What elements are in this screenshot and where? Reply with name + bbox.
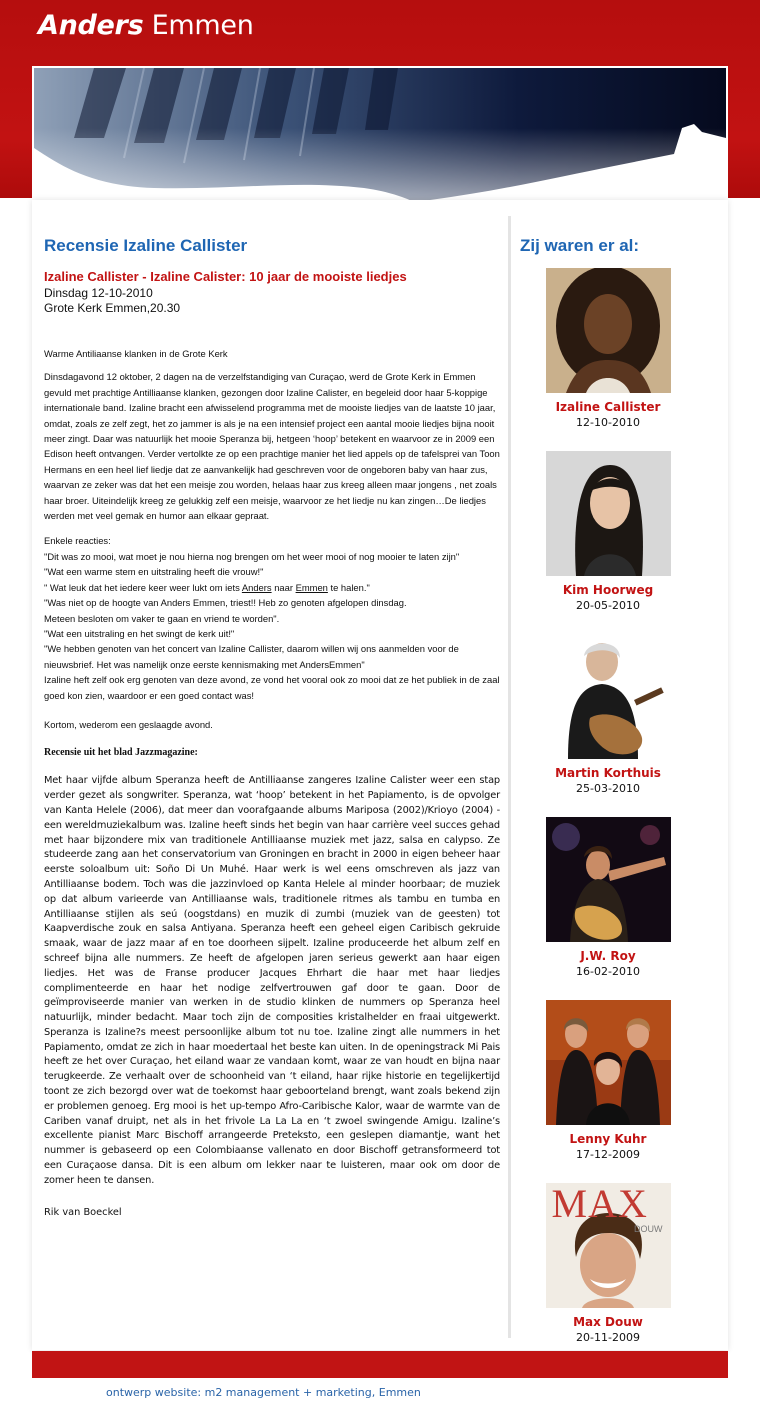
reaction-quote: "Wat een uitstraling en het swingt de kerk uit!" [44,627,235,639]
artist-photo[interactable] [546,1183,671,1308]
reaction-quote: "Was niet op de hoogte van Anders Emmen, triest!! Heb zo genoten afgelopen dinsdag. [44,597,407,609]
reactions-list [44,549,500,703]
anders-link[interactable]: Anders [241,581,272,593]
max-cover-subtitle: DOUW [634,1224,663,1234]
reaction-text: " Wat leuk dat het iedere keer weer lukt om iets [44,581,242,593]
artist-photo[interactable] [546,634,671,759]
artist-date: 12-10-2010 [576,416,640,429]
article-headline: Warme Antiliaanse klanken in de Grote Kerk [44,348,228,359]
artist-name[interactable]: Lenny Kuhr [569,1132,647,1146]
sidebar-heading: Zij waren er al: [520,236,640,255]
artist-item-kim-hoorweg[interactable] [528,451,688,614]
artist-name[interactable]: Izaline Callister [555,400,661,414]
logo-emmen: Emmen [151,10,254,41]
article-subtitle: Izaline Callister - Izaline Calister: 10 jaar de mooiste liedjes [44,269,407,284]
footer-credit-link[interactable]: ontwerp website: m2 management + marketing, Emmen [106,1386,421,1399]
column-divider [508,216,511,1338]
article-body: Dinsdagavond 12 oktober, 2 dagen na de verzelfstandiging van Curaçao, werd de Grote Kerk in Emmen gevuld met prachtige Antilliaanse klanken, gezongen door Izaline Calister, en begeleid door haar 5-koppige internationale band. Izaline bracht een afwisselend programma met de mooiste liedjes van de laatste 10 jaar, omdat, zoals ze zelf zegt, het zo jammer is als je na een intensief project een aantal mooie liedjes bijna nooit meer zingt. Daar was natuurlijk het mooie Speranza bij, hetgeen ‘hoop’ betekent en waarvoor ze in 2009 een Edison heeft ontvangen. Verder vertolkte ze op een prachtige manier het lied appels op de tafelsprei van Toon Hermans en een heel lief liedje dat ze aanvankelijk had geschreven voor de ongeboren baby van haar zus, waarvan ze zeker was dat het een meisje zou worden, helaas haar zus kreeg alleen maar jongens , net zoals haar broer. Uiteindelijk kreeg ze gelukkig zelf een meisje, waarvoor ze het liedje nu kan zingen…De liedjes werden met veel gemak en humor aan elkaar gepraat. [44,371,500,522]
article-date: Dinsdag 12-10-2010 [44,286,153,300]
logo-anders: Anders [38,10,144,41]
reaction-quote: Meteen besloten om vaker te gaan en vriend te worden". [44,612,280,624]
reaction-quote [44,580,500,595]
artist-item-martin-korthuis[interactable] [528,634,688,797]
site-logo[interactable] [38,10,254,44]
reaction-quote: "Dit was zo mooi, wat moet je nou hierna nog brengen om het weer mooi of nog mooier te laten zijn" [44,550,460,562]
artist-photo[interactable] [546,451,671,576]
artist-date: 25-03-2010 [576,782,640,795]
max-cover-title: MAX [551,1183,648,1226]
artist-date: 16-02-2010 [576,965,640,978]
artist-item-max-douw[interactable] [528,1183,688,1346]
reaction-note: Izaline heft zelf ook erg genoten van deze avond, ze vond het vooral ook zo mooi dat ze het publiek in de zaal goed kon zien, waardoor er een goed contact was! [44,674,500,701]
artist-item-izaline-callister[interactable] [528,268,688,431]
reaction-quote: "Wat een warme stem en uitstraling heeft die vrouw!" [44,566,264,578]
reaction-text: te halen." [327,581,370,593]
artist-name[interactable]: Max Douw [573,1315,643,1329]
piano-guitar-illustration [34,68,726,200]
reactions-heading: Enkele reacties: [44,535,111,547]
artist-photo[interactable] [546,1000,671,1125]
reaction-text: naar [271,581,296,593]
artist-photo[interactable] [546,817,671,942]
artist-date: 17-12-2009 [576,1148,640,1161]
article-title: Recensie Izaline Callister [44,236,248,255]
jazzmagazine-review: Met haar vijfde album Speranza heeft de Antilliaanse zangeres Izaline Calister weer een stap verder gezet als songwriter. Speranza, wat ‘hoop’ betekent in het Papiamento, is de opvolger van Kanta Helele (2006), dat meer dan voorafgaande albums Mariposa (2002)/Krioyo (2004) - een wereldmuziekalbum was. Izaline heeft sinds het begin van haar carrière veel succes gehad met haar bijzondere mix van traditionele Antilliaanse muziek met jazz, salsa en calypso. Ze studeerde zang aan het conservatorium van Groningen en bracht in 2000 in eigen beheer haar eerste soloalbum uit: Soño Di Un Muhé. Haar werk is wel eens omschreven als jazz van Antilliaanse bodem. Toch was die jazzinvloed op Kanta Helele al minder hoorbaar; de muziek op dat album varieerde van Antilliaanse wals, traditionele ritmes als tambu en tumba en Antilliaanse stijlen als seú (oogstdans) en muzik di zumbi (muziek van de geesten) tot Kaapverdische zouk en salsa Antiyana. Speranza heeft een geheel eigen Caribisch gekruide smaak, waar de jazz maar af en toe doorheen sijpelt. Izaline produceerde het album zelf en schreef bijna alle nummers. Ze heeft de afgelopen jaren serieus gewerkt aan haar eigen liedjes. Het was de Franse producer Jacques Ehrhart die haar met haar liedjes complimenteerde en haar het nodige zelfvertrouwen gaf door te gaan. Door de geïmproviseerde manier van werken in de studio klinken de nummers op Speranza heel natuurlijk, minder bedacht. Maar toch zijn de composities kristalhelder en fraai uitgewerkt. Speranza is Izaline?s meest persoonlijke album tot nu toe. Izaline zingt alle nummers in het Papiamento, omdat ze zich in haar moedertaal het beste kan uiten. In de openingstrack Mi Pais heeft ze het over Curaçao, het eiland waar ze vandaan komt, waar ze van houdt en bijna naar terugkeerde. Ze verhaalt over de schoonheid van ‘t eiland, haar rijke historie en tegelijkertijd toont ze zich bezorgd over wat de toekomst haar geboorteland brengt, want zoals bekend zijn er problemen genoeg. Erg mooi is het up-tempo Afro-Caribische Kalor, waar de warmte van de Cariben vanaf druipt, net als in het frivole La La La en ‘t zwoel swingende Amigu. Izaline’s excellente pianist Marc Bischoff arrangeerde Preteksto, een geslepen diamantje, want het nummer is gebaseerd op een Colombiaanse vallenato en door Bischoff getransformeerd tot een Curaçaose dansa. Dit is een album om lekker naar te luisteren, maar ook om door de zomer heen te dansen. [44,775,500,1186]
artist-date: 20-05-2010 [576,599,640,612]
review-author: Rik van Boeckel [44,1206,122,1218]
artist-photo[interactable] [546,268,671,393]
footer-band [32,1351,728,1378]
artist-name[interactable]: J.W. Roy [580,949,636,963]
artist-item-lenny-kuhr[interactable] [528,1000,688,1163]
article-closing: Kortom, wederom een geslaagde avond. [44,718,213,730]
jazzmagazine-heading: Recensie uit het blad Jazzmagazine: [44,747,198,759]
artist-item-jw-roy[interactable] [528,817,688,980]
artist-name[interactable]: Martin Korthuis [555,766,661,780]
reaction-quote: "We hebben genoten van het concert van Izaline Callister, daarom willen wij ons aanmelden voor de nieuwsbrief. Het was namelijk onze eerste kennismaking met AndersEmmen" [44,643,459,670]
article-venue: Grote Kerk Emmen,20.30 [44,301,181,315]
artist-name[interactable]: Kim Hoorweg [562,583,654,597]
emmen-link[interactable]: Emmen [295,581,328,593]
article [44,234,500,1221]
artist-date: 20-11-2009 [576,1331,640,1344]
header-banner [32,66,728,200]
